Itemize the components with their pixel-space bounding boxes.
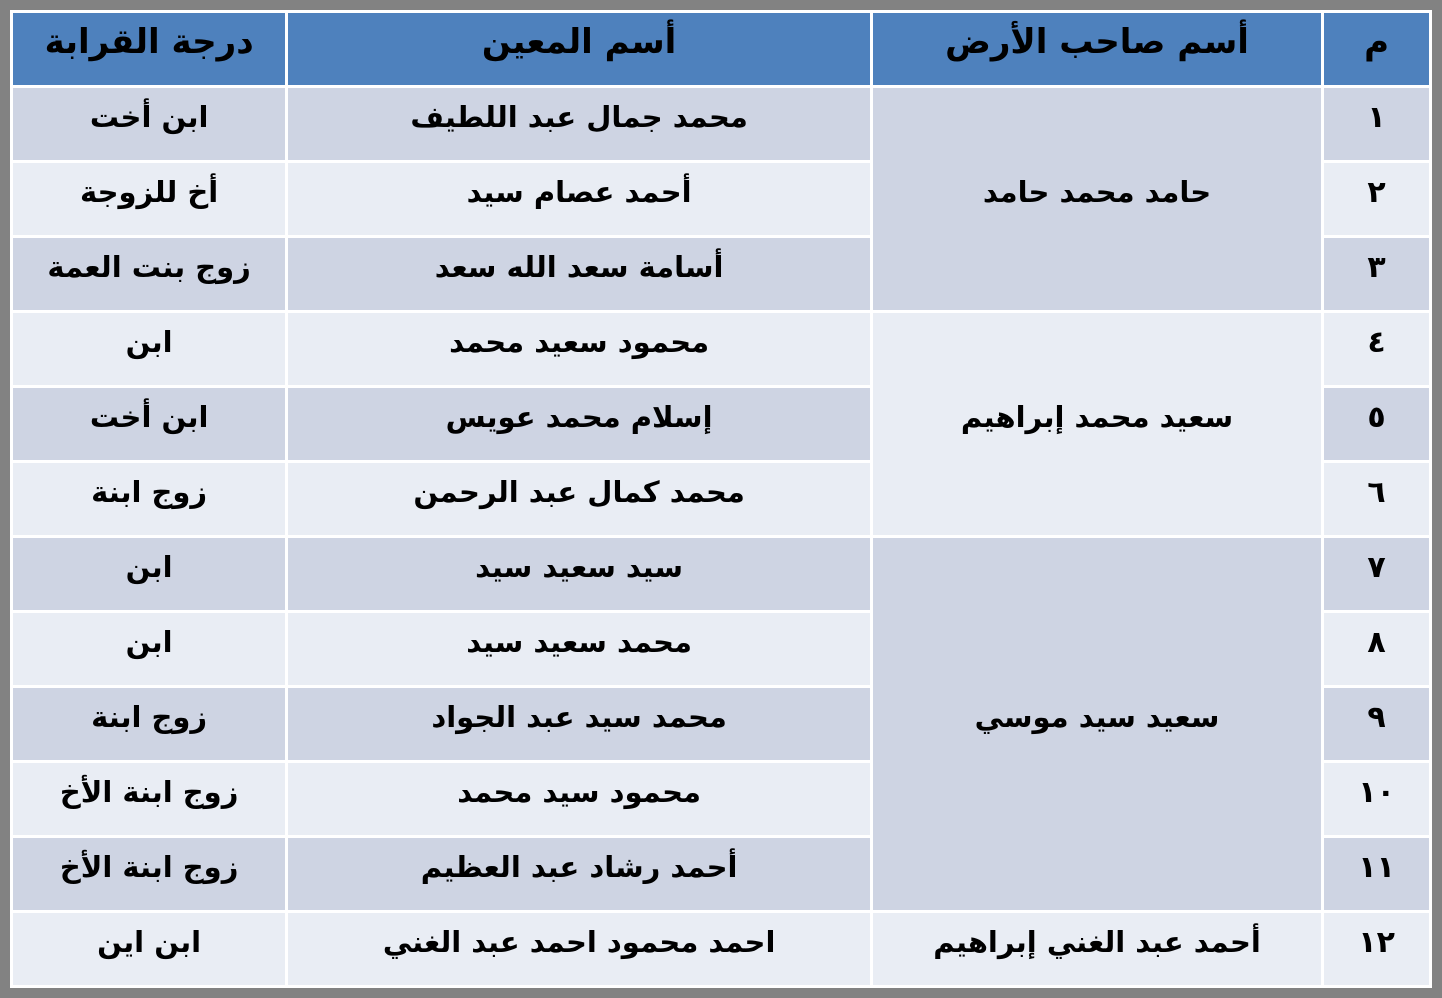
cell-kinship: ابن أخت bbox=[12, 387, 287, 462]
header-kinship: درجة القرابة bbox=[12, 12, 287, 87]
cell-kinship: زوج ابنة bbox=[12, 687, 287, 762]
cell-num: ٨ bbox=[1323, 612, 1431, 687]
cell-num: ٦ bbox=[1323, 462, 1431, 537]
cell-owner-group-2: سعيد محمد إبراهيم bbox=[871, 312, 1322, 537]
table-row bbox=[12, 87, 1431, 162]
header-owner: أسم صاحب الأرض bbox=[871, 12, 1322, 87]
cell-num: ١ bbox=[1323, 87, 1431, 162]
cell-owner-group-4: أحمد عبد الغني إبراهيم bbox=[871, 912, 1322, 987]
cell-num: ١١ bbox=[1323, 837, 1431, 912]
cell-kinship: ابن bbox=[12, 537, 287, 612]
header-num: م bbox=[1323, 12, 1431, 87]
cell-kinship: زوج بنت العمة bbox=[12, 237, 287, 312]
cell-kinship: زوج ابنة الأخ bbox=[12, 837, 287, 912]
cell-appointee: محمود سعيد محمد bbox=[287, 312, 872, 387]
cell-kinship: زوج ابنة الأخ bbox=[12, 762, 287, 837]
cell-appointee: إسلام محمد عويس bbox=[287, 387, 872, 462]
cell-kinship: ابن bbox=[12, 312, 287, 387]
header-appointee: أسم المعين bbox=[287, 12, 872, 87]
cell-num: ٤ bbox=[1323, 312, 1431, 387]
cell-appointee: سيد سعيد سيد bbox=[287, 537, 872, 612]
table-row bbox=[12, 537, 1431, 612]
table-row bbox=[12, 312, 1431, 387]
cell-num: ٣ bbox=[1323, 237, 1431, 312]
cell-appointee: محمود سيد محمد bbox=[287, 762, 872, 837]
cell-num: ٩ bbox=[1323, 687, 1431, 762]
cell-appointee: أحمد رشاد عبد العظيم bbox=[287, 837, 872, 912]
land-owners-table bbox=[10, 10, 1432, 988]
table-row bbox=[12, 912, 1431, 987]
cell-owner-group-3: سعيد سيد موسي bbox=[871, 537, 1322, 912]
cell-kinship: زوج ابنة bbox=[12, 462, 287, 537]
cell-kinship: ابن bbox=[12, 612, 287, 687]
cell-kinship: ابن اين bbox=[12, 912, 287, 987]
cell-appointee: أحمد عصام سيد bbox=[287, 162, 872, 237]
cell-num: ٥ bbox=[1323, 387, 1431, 462]
cell-appointee: محمد كمال عبد الرحمن bbox=[287, 462, 872, 537]
cell-num: ١٢ bbox=[1323, 912, 1431, 987]
cell-kinship: ابن أخت bbox=[12, 87, 287, 162]
cell-appointee: احمد محمود احمد عبد الغني bbox=[287, 912, 872, 987]
cell-num: ٢ bbox=[1323, 162, 1431, 237]
cell-appointee: أسامة سعد الله سعد bbox=[287, 237, 872, 312]
cell-owner-group-1: حامد محمد حامد bbox=[871, 87, 1322, 312]
cell-appointee: محمد سيد عبد الجواد bbox=[287, 687, 872, 762]
header-row bbox=[12, 12, 1431, 87]
cell-num: ٧ bbox=[1323, 537, 1431, 612]
cell-appointee: محمد سعيد سيد bbox=[287, 612, 872, 687]
cell-kinship: أخ للزوجة bbox=[12, 162, 287, 237]
cell-num: ١٠ bbox=[1323, 762, 1431, 837]
cell-appointee: محمد جمال عبد اللطيف bbox=[287, 87, 872, 162]
